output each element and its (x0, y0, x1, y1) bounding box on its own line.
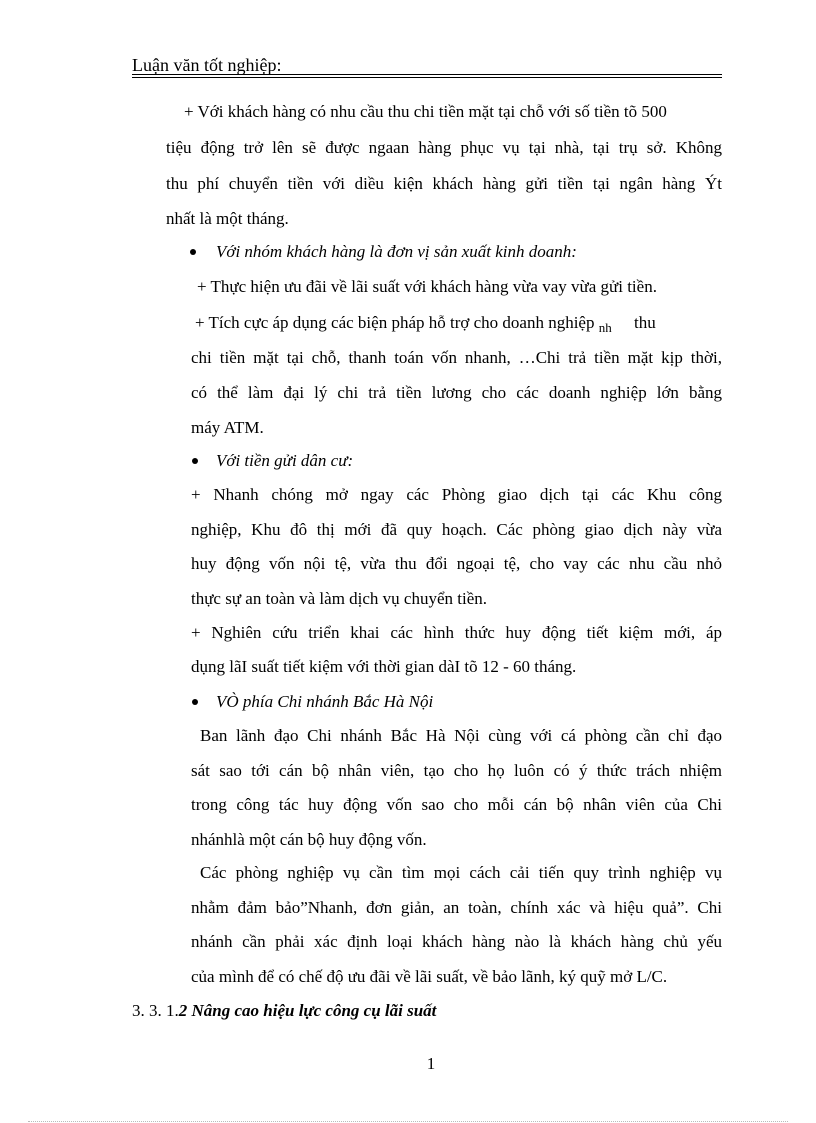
text-line: + Nghiên cứu triển khai các hình thức huy động tiết kiệm mới, áp (191, 623, 722, 642)
text-line: máy ATM. (191, 418, 264, 437)
text-line: của mình để có chế độ ưu đãi về lãi suất, về bảo lãnh, ký quỹ mở L/C. (191, 967, 668, 986)
page-bottom-border (28, 1121, 788, 1122)
bullet-heading: Với nhóm khách hàng là đơn vị sản xuất kinh doanh: (216, 242, 577, 261)
header-rule-double (132, 77, 722, 78)
text-line: Các phòng nghiệp vụ cần tìm mọi cách cải tiến quy trình nghiệp vụ (200, 863, 722, 882)
text-line: có thể làm đại lý chi trả tiền lương cho các doanh nghiệp lớn bằng (191, 383, 722, 402)
text-line: + Nhanh chóng mở ngay các Phòng giao dịch tại các Khu công (191, 485, 722, 504)
header-title: Luận văn tốt nghiệp: (132, 55, 282, 75)
text-line: nhánhlà một cán bộ huy động vốn. (191, 830, 427, 849)
text-line: Ban lãnh đạo Chi nhánh Bắc Hà Nội cùng với cá phòng cần chỉ đạo (200, 726, 722, 745)
bullet-heading: VÒ phía Chi nhánh Bắc Hà Nội (216, 692, 434, 711)
text-line: sát sao tới cán bộ nhân viên, tạo cho họ luôn có ý thức trách nhiệm (191, 761, 722, 780)
bullet-icon (192, 699, 198, 705)
text-line (195, 313, 656, 334)
text-line: chi tiền mặt tại chỗ, thanh toán vốn nhanh, …Chi trả tiền mặt kịp thời, (191, 348, 722, 367)
section-heading (132, 1001, 436, 1021)
text-line: trong công tác huy động vốn sao cho mỗi cán bộ nhân viên của Chi (191, 795, 722, 814)
bullet-icon (190, 249, 196, 255)
text-line: nghiệp, Khu đô thị mới đã quy hoạch. Các phòng giao dịch này vừa (191, 520, 722, 539)
text-line: + Thực hiện ưu đãi về lãi suất với khách hàng vừa vay vừa gửi tiền. (197, 277, 657, 296)
section-number: 3. 3. 1. (132, 1001, 179, 1020)
text-line: nhánh cần phải xác định loại khách hàng nào là khách hàng chủ yếu (191, 932, 722, 951)
header-rule (132, 74, 722, 75)
page-number: 1 (426, 1054, 436, 1073)
text-line: thực sự an toàn và làm dịch vụ chuyển tiền. (191, 589, 488, 608)
text-segment: + Tích cực áp dụng các biện pháp hỗ trợ cho doanh nghiệp (195, 313, 595, 332)
text-line: dụng lãI suất tiết kiệm với thời gian dàI tõ 12 - 60 tháng. (191, 657, 577, 676)
text-line: + Với khách hàng có nhu cầu thu chi tiền mặt tại chỗ với số tiền tõ 500 (184, 102, 667, 121)
section-title: 2 Nâng cao hiệu lực công cụ lãi suất (178, 1001, 437, 1020)
text-line: nhằm đảm bảo”Nhanh, đơn giản, an toàn, chính xác và hiệu quả”. Chi (191, 898, 722, 917)
text-line: thu phí chuyển tiền với diều kiện khách hàng gửi tiền tại ngân hàng Ýt (166, 174, 722, 193)
text-line: huy động vốn nội tệ, vừa thu đổi ngoại tệ, cho vay các nhu cầu nhỏ (191, 554, 722, 573)
text-line: nhất là một tháng. (166, 209, 289, 228)
text-segment: thu (633, 313, 656, 332)
bullet-heading: Với tiền gửi dân cư: (216, 451, 354, 470)
bullet-icon (192, 458, 198, 464)
text-line: tiệu động trở lên sẽ được ngaan hàng phục vụ tại nhà, tại trụ sở. Không (166, 138, 722, 157)
subscript-text: nh (598, 320, 612, 335)
